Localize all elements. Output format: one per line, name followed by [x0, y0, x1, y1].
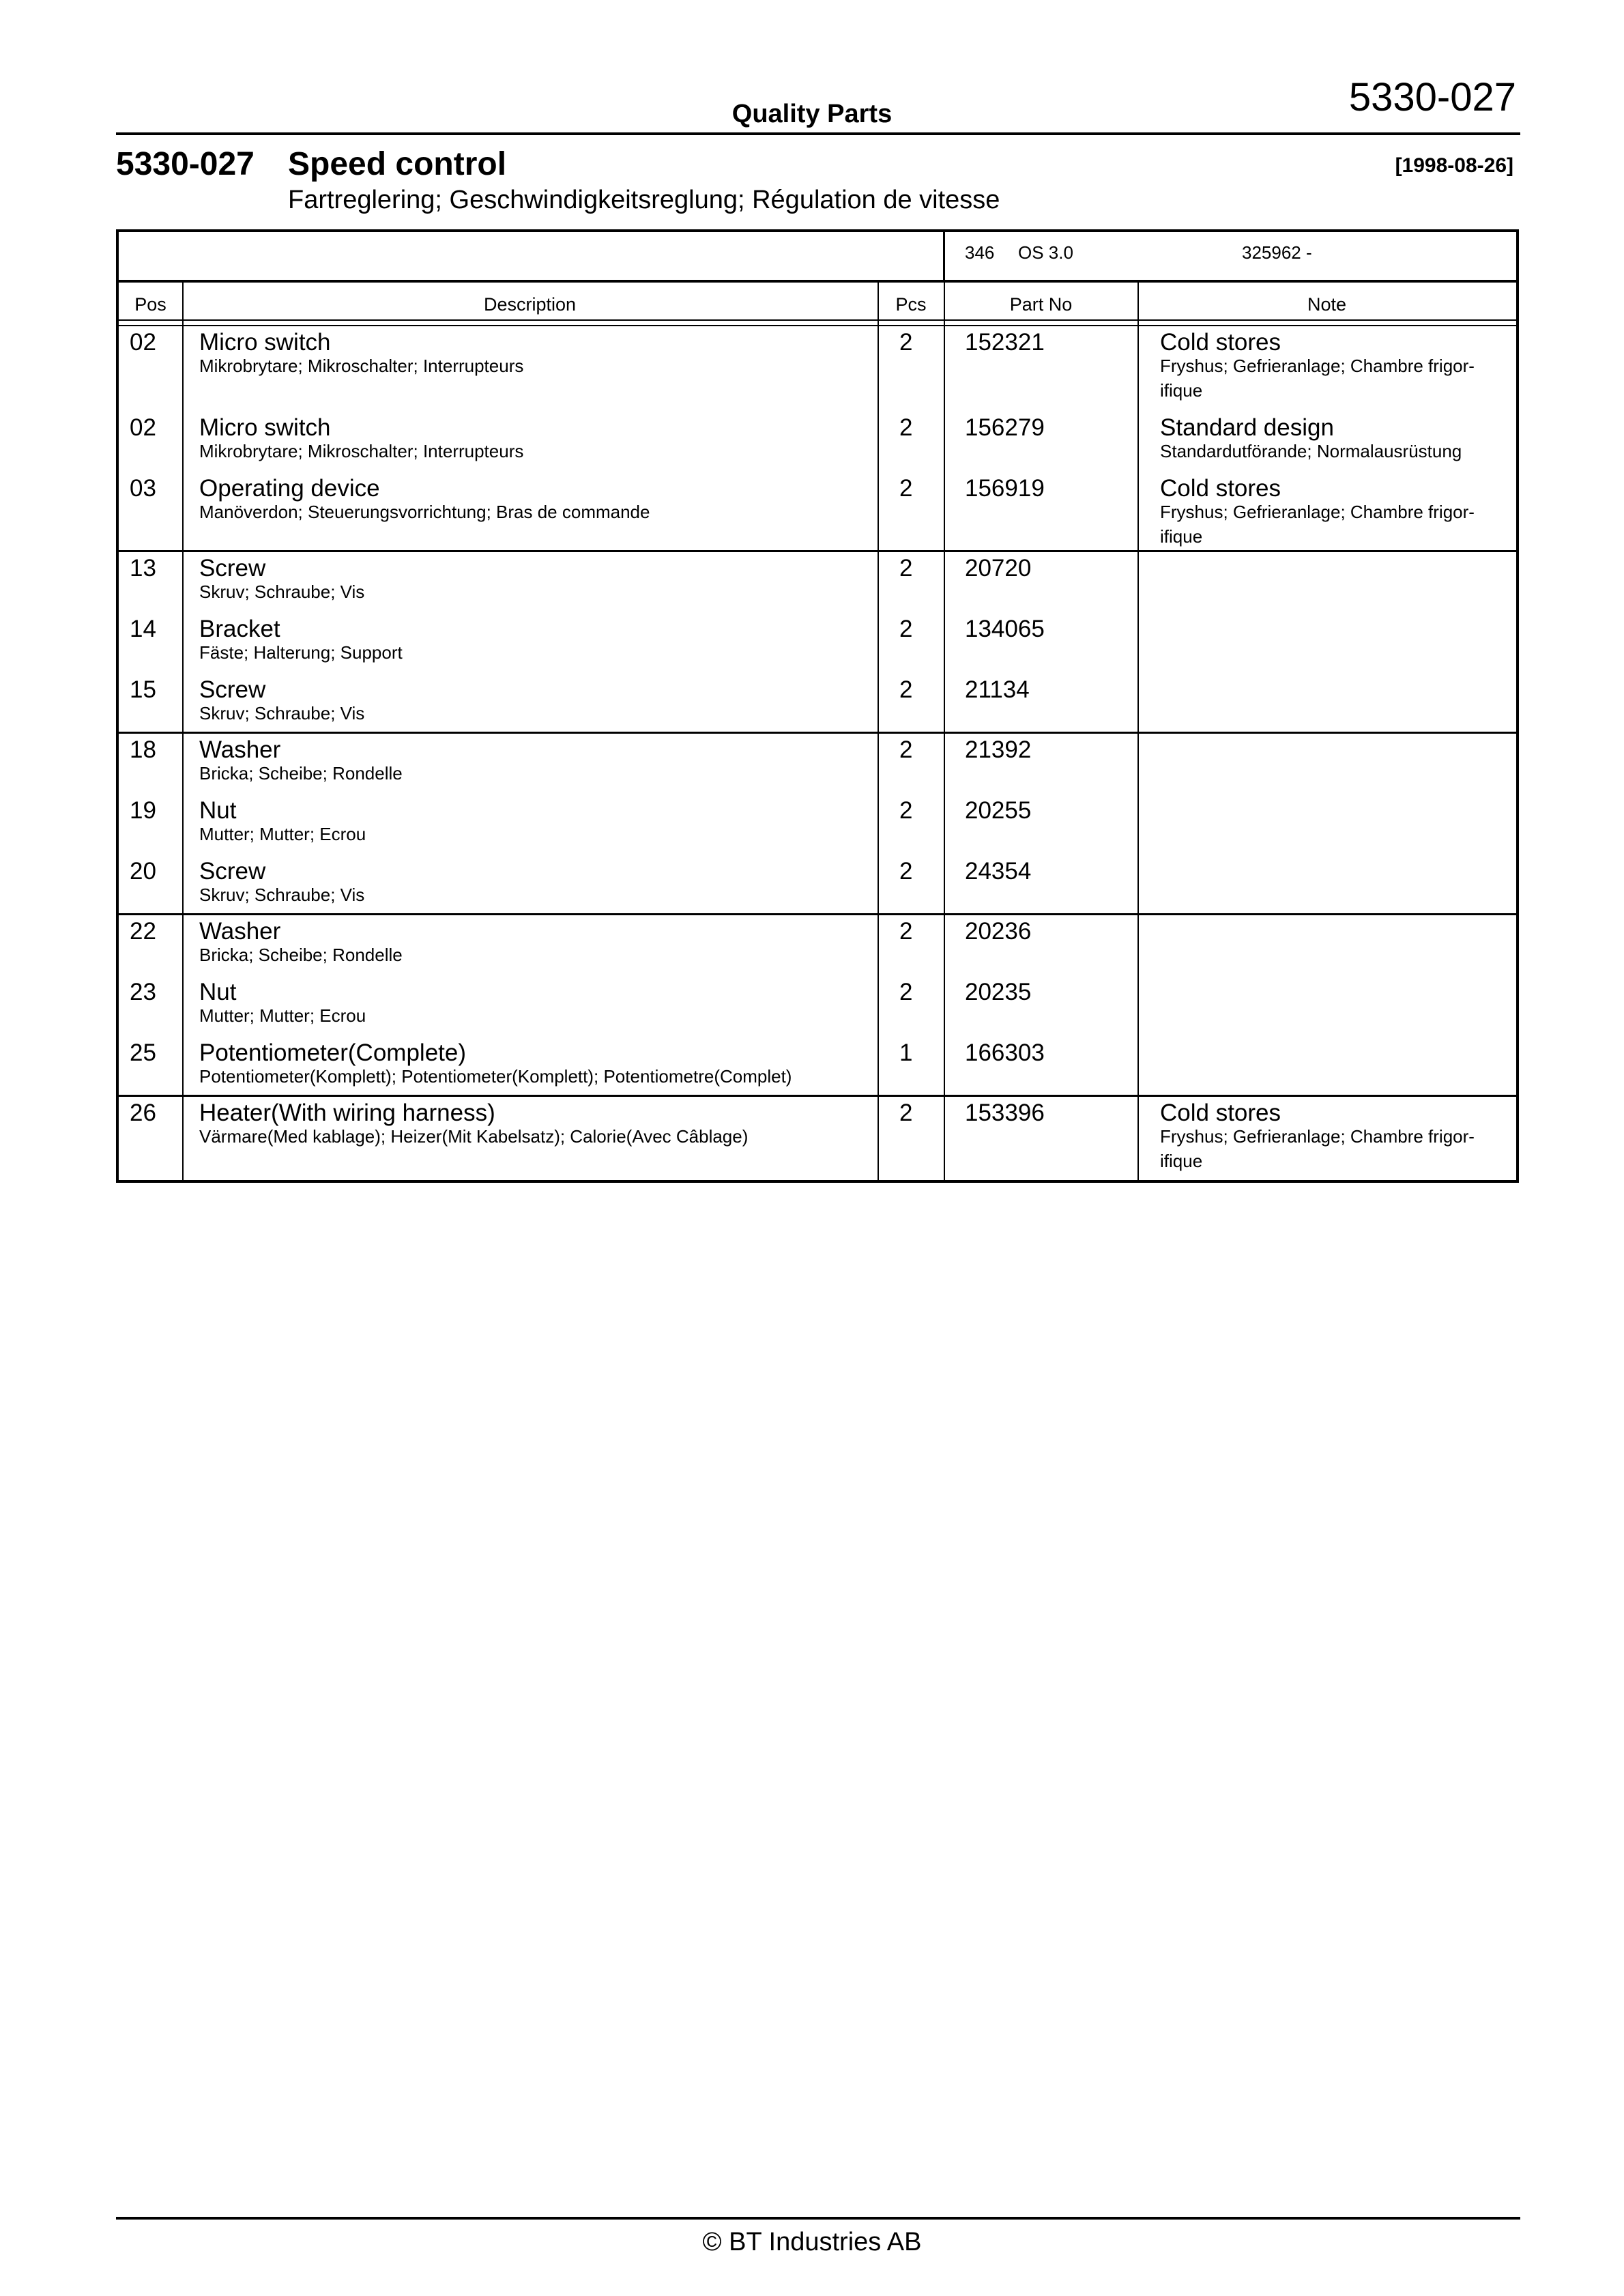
pcs-cell: 2: [899, 616, 913, 642]
description-cell: Micro switch: [199, 414, 331, 441]
note-translations: Fryshus; Gefrieranlage; Chambre frigor-ifique: [1160, 356, 1475, 401]
section-title: Speed control: [288, 146, 507, 182]
document-number: 5330-027: [1348, 75, 1516, 119]
pcs-cell: 2: [899, 329, 913, 356]
pcs-cell: 2: [899, 979, 913, 1005]
description-translations: Bricka; Scheibe; Rondelle: [199, 945, 403, 965]
description-translations: Värmare(Med kablage); Heizer(Mit Kabelsatz); Calorie(Avec Câblage): [199, 1126, 749, 1147]
model-row-divider: [943, 229, 945, 282]
pos-cell: 19: [130, 797, 156, 824]
header-divider: [116, 132, 1520, 135]
description-translations: Potentiometer(Komplett); Potentiometer(Komplett); Potentiometre(Complet): [199, 1066, 792, 1087]
column-header-pcs: Pcs: [895, 294, 927, 315]
part-number-cell: 20236: [965, 918, 1032, 945]
part-number-cell: 134065: [965, 616, 1045, 642]
publisher-title: Quality Parts: [731, 100, 893, 128]
description-translations: Skruv; Schraube; Vis: [199, 582, 365, 602]
group-separator: [116, 732, 1519, 734]
part-number-cell: 21392: [965, 736, 1032, 763]
section-date: [1998-08-26]: [1395, 154, 1513, 177]
pcs-cell: 2: [899, 414, 913, 441]
pos-cell: 13: [130, 555, 156, 582]
part-number-cell: 20255: [965, 797, 1032, 824]
column-header-part-no: Part No: [1009, 294, 1073, 315]
description-cell: Screw: [199, 555, 266, 582]
description-translations: Mutter; Mutter; Ecrou: [199, 1005, 366, 1026]
description-cell: Washer: [199, 736, 281, 763]
pcs-cell: 2: [899, 1100, 913, 1126]
pcs-cell: 2: [899, 918, 913, 945]
note-cell: Standard design: [1160, 414, 1334, 441]
note-translations: Standardutförande; Normalausrüstung: [1160, 441, 1462, 461]
pos-cell: 23: [130, 979, 156, 1005]
model-number: 346: [965, 242, 995, 263]
description-cell: Operating device: [199, 475, 380, 502]
description-translations: Mikrobrytare; Mikroschalter; Interrupteurs: [199, 441, 524, 461]
pos-cell: 26: [130, 1100, 156, 1126]
pos-cell: 02: [130, 414, 156, 441]
pos-cell: 15: [130, 676, 156, 703]
description-cell: Micro switch: [199, 329, 331, 356]
pcs-cell: 2: [899, 555, 913, 582]
pos-cell: 02: [130, 329, 156, 356]
group-separator: [116, 913, 1519, 915]
model-row-border: [116, 280, 1519, 283]
pcs-cell: 2: [899, 736, 913, 763]
pcs-cell: 1: [899, 1039, 913, 1066]
description-cell: Screw: [199, 676, 266, 703]
column-header-description: Description: [483, 294, 577, 315]
pcs-cell: 2: [899, 676, 913, 703]
description-cell: Washer: [199, 918, 281, 945]
pcs-cell: 2: [899, 858, 913, 885]
note-translations: Fryshus; Gefrieranlage; Chambre frigor-ifique: [1160, 1126, 1475, 1171]
copyright: © BT Industries AB: [702, 2228, 922, 2256]
note-translations: Fryshus; Gefrieranlage; Chambre frigor-ifique: [1160, 502, 1475, 547]
pos-cell: 22: [130, 918, 156, 945]
description-cell: Bracket: [199, 616, 280, 642]
pos-cell: 03: [130, 475, 156, 502]
header-double-line-top: [116, 319, 1519, 321]
part-number-cell: 166303: [965, 1039, 1045, 1066]
description-translations: Mutter; Mutter; Ecrou: [199, 824, 366, 844]
pos-cell: 25: [130, 1039, 156, 1066]
description-translations: Fäste; Halterung; Support: [199, 642, 403, 663]
part-number-cell: 20720: [965, 555, 1032, 582]
note-cell: Cold stores: [1160, 1100, 1281, 1126]
column-header-pos: Pos: [134, 294, 166, 315]
serial-range: 325962 -: [1242, 242, 1312, 263]
section-code: 5330-027: [116, 146, 255, 182]
part-number-cell: 152321: [965, 329, 1045, 356]
description-translations: Skruv; Schraube; Vis: [199, 703, 365, 723]
group-separator: [116, 1095, 1519, 1097]
description-cell: Nut: [199, 979, 237, 1005]
section-translations: Fartreglering; Geschwindigkeitsreglung; Régulation de vitesse: [288, 186, 1000, 214]
pos-cell: 20: [130, 858, 156, 885]
part-number-cell: 156919: [965, 475, 1045, 502]
model-variant: OS 3.0: [1018, 242, 1073, 263]
pos-cell: 18: [130, 736, 156, 763]
description-cell: Potentiometer(Complete): [199, 1039, 466, 1066]
part-number-cell: 20235: [965, 979, 1032, 1005]
footer-divider: [116, 2217, 1520, 2220]
column-header-note: Note: [1307, 294, 1347, 315]
description-cell: Heater(With wiring harness): [199, 1100, 495, 1126]
note-cell: Cold stores: [1160, 475, 1281, 502]
header-double-line-bottom: [116, 325, 1519, 326]
note-cell: Cold stores: [1160, 329, 1281, 356]
description-translations: Mikrobrytare; Mikroschalter; Interrupteurs: [199, 356, 524, 376]
pcs-cell: 2: [899, 797, 913, 824]
description-cell: Nut: [199, 797, 237, 824]
part-number-cell: 21134: [965, 676, 1030, 703]
description-translations: Bricka; Scheibe; Rondelle: [199, 763, 403, 784]
part-number-cell: 153396: [965, 1100, 1045, 1126]
description-translations: Skruv; Schraube; Vis: [199, 885, 365, 905]
pcs-cell: 2: [899, 475, 913, 502]
part-number-cell: 156279: [965, 414, 1045, 441]
pos-cell: 14: [130, 616, 156, 642]
group-separator: [116, 550, 1519, 552]
part-number-cell: 24354: [965, 858, 1032, 885]
description-cell: Screw: [199, 858, 266, 885]
description-translations: Manöverdon; Steuerungsvorrichtung; Bras de commande: [199, 502, 650, 522]
